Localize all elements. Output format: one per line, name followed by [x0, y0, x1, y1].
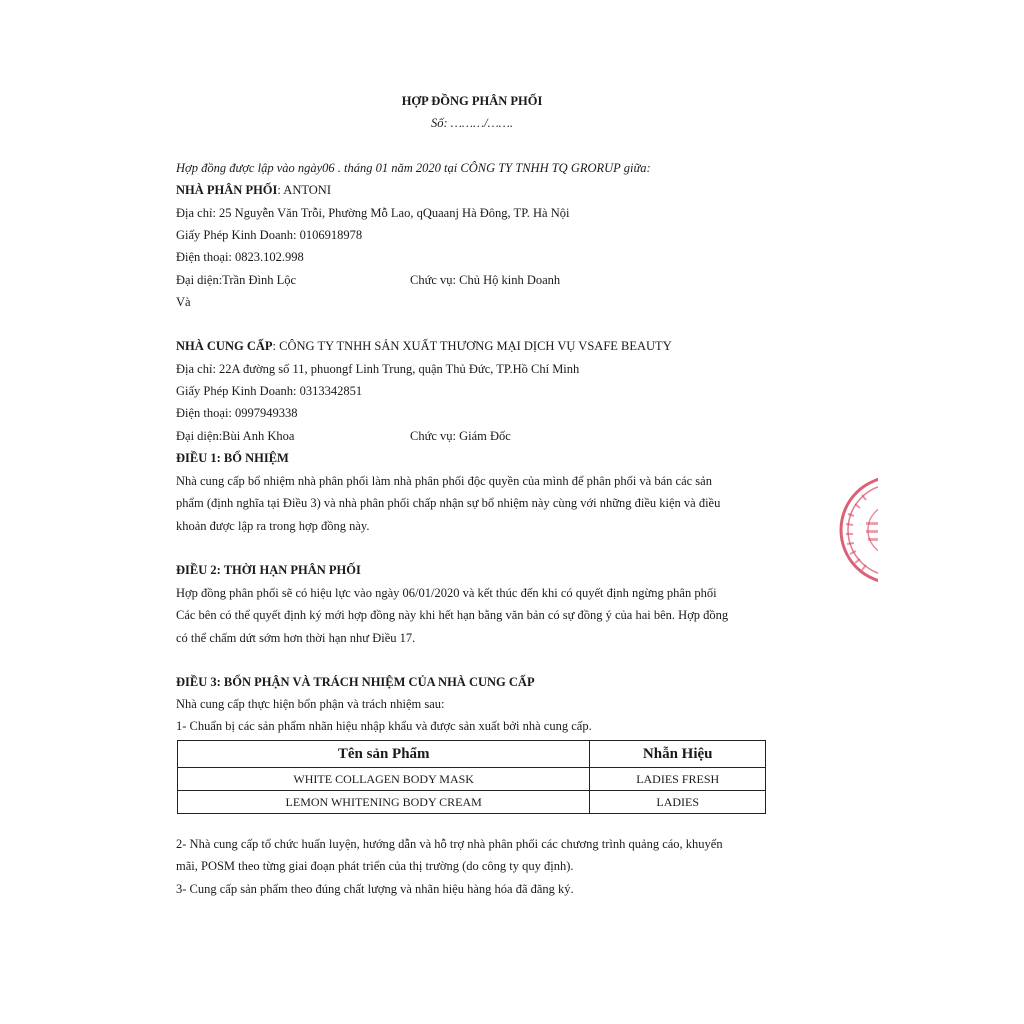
column-header-product: Tên sản Phẩm [178, 741, 590, 768]
brand-cell: LADIES FRESH [590, 768, 766, 791]
distributor-phone: Điện thoại: 0823.102.998 [176, 250, 304, 264]
and-text: Và [176, 295, 191, 309]
distributor-name-line [176, 182, 331, 198]
supplier-label: NHÀ CUNG CẤP [176, 339, 273, 353]
document-number: Số: ………/……. [431, 116, 513, 130]
supplier-license: Giấy Phép Kinh Doanh: 0313342851 [176, 384, 363, 398]
intro-text: Hợp đồng được lập vào ngày06 . tháng 01 năm 2020 tại CÔNG TY TNHH TQ GRORUP giữa: [176, 161, 651, 175]
table-header-row [178, 741, 766, 768]
distributor-label: NHÀ PHÂN PHỐI [176, 183, 278, 197]
table-row [178, 791, 766, 814]
table-row [178, 768, 766, 791]
red-seal-stamp [838, 474, 878, 586]
contract-page [176, 0, 768, 1024]
product-name-cell: WHITE COLLAGEN BODY MASK [178, 768, 590, 791]
column-header-brand: Nhẫn Hiệu [590, 741, 766, 768]
article3-item1: 1- Chuẩn bị các sản phẩm nhãn hiệu nhập khẩu và được sản xuất bởi nhà cung cấp. [176, 719, 592, 733]
article3-item3: 3- Cung cấp sản phẩm theo đúng chất lượng và nhãn hiệu hàng hóa đã đăng ký. [176, 882, 574, 896]
article3-heading: ĐIỀU 3: BỔN PHẬN VÀ TRÁCH NHIỆM CỦA NHÀ CUNG CẤP [176, 675, 535, 689]
seal-graphic [838, 474, 878, 586]
article2-line: Hợp đồng phân phối sẽ có hiệu lực vào ngày 06/01/2020 và kết thúc đến khi có quyết định ngừng phân phối [176, 586, 717, 600]
article1-line: khoản được lập ra trong hợp đồng này. [176, 519, 370, 533]
article2-line: Các bên có thể quyết định ký mới hợp đồng này khi hết hạn bằng văn bản có sự đồng ý của hai bên. Hợp đồng [176, 608, 729, 622]
distributor-address: Địa chỉ: 25 Nguyễn Văn Trỗi, Phường Mỗ Lao, qQuaanj Hà Đông, TP. Hà Nội [176, 206, 570, 220]
supplier-phone: Điện thoại: 0997949338 [176, 406, 298, 420]
article3-item2-line: mãi, POSM theo từng giai đoạn phát triển của thị trường (do công ty quy định). [176, 859, 574, 873]
article1-line: Nhà cung cấp bổ nhiệm nhà phân phối làm nhà phân phối độc quyền của mình để phân phối và bán các sản [176, 474, 712, 488]
distributor-name: : ANTONI [277, 183, 331, 197]
article2-line: có thể chấm dứt sớm hơn thời hạn như Điều 17. [176, 631, 416, 645]
supplier-name: : CÔNG TY TNHH SẢN XUẤT THƯƠNG MẠI DỊCH VỤ VSAFE BEAUTY [272, 339, 672, 353]
document-title: HỢP ĐỒNG PHÂN PHỐI [401, 94, 543, 108]
article3-item2-line: 2- Nhà cung cấp tổ chức huấn luyện, hướng dẫn và hỗ trợ nhà phân phối các chương trình quảng cáo, khuyến [176, 837, 723, 851]
article1-heading: ĐIỀU 1: BỔ NHIỆM [176, 451, 289, 465]
product-name-cell: LEMON WHITENING BODY CREAM [178, 791, 590, 814]
distributor-position: Chức vụ: Chủ Hộ kinh Doanh [410, 273, 561, 287]
article1-line: phẩm (định nghĩa tại Điều 3) và nhà phân phối chấp nhận sự bổ nhiệm này cùng với những điều kiện và điều [176, 496, 721, 510]
distributor-representative: Đại diện:Trần Đình Lộc [176, 273, 297, 287]
article2-heading: ĐIỀU 2: THỜI HẠN PHÂN PHỐI [176, 563, 361, 577]
brand-cell: LADIES [590, 791, 766, 814]
supplier-representative: Đại diện:Bùi Anh Khoa [176, 429, 295, 443]
products-table [177, 740, 766, 814]
supplier-name-line [176, 338, 672, 354]
article3-intro: Nhà cung cấp thực hiện bổn phận và trách nhiệm sau: [176, 697, 445, 711]
supplier-position: Chức vụ: Giám Đốc [410, 429, 511, 443]
supplier-address: Địa chỉ: 22A đường số 11, phuongf Linh Trung, quận Thủ Đức, TP.Hồ Chí Minh [176, 362, 580, 376]
distributor-license: Giấy Phép Kinh Doanh: 0106918978 [176, 228, 363, 242]
